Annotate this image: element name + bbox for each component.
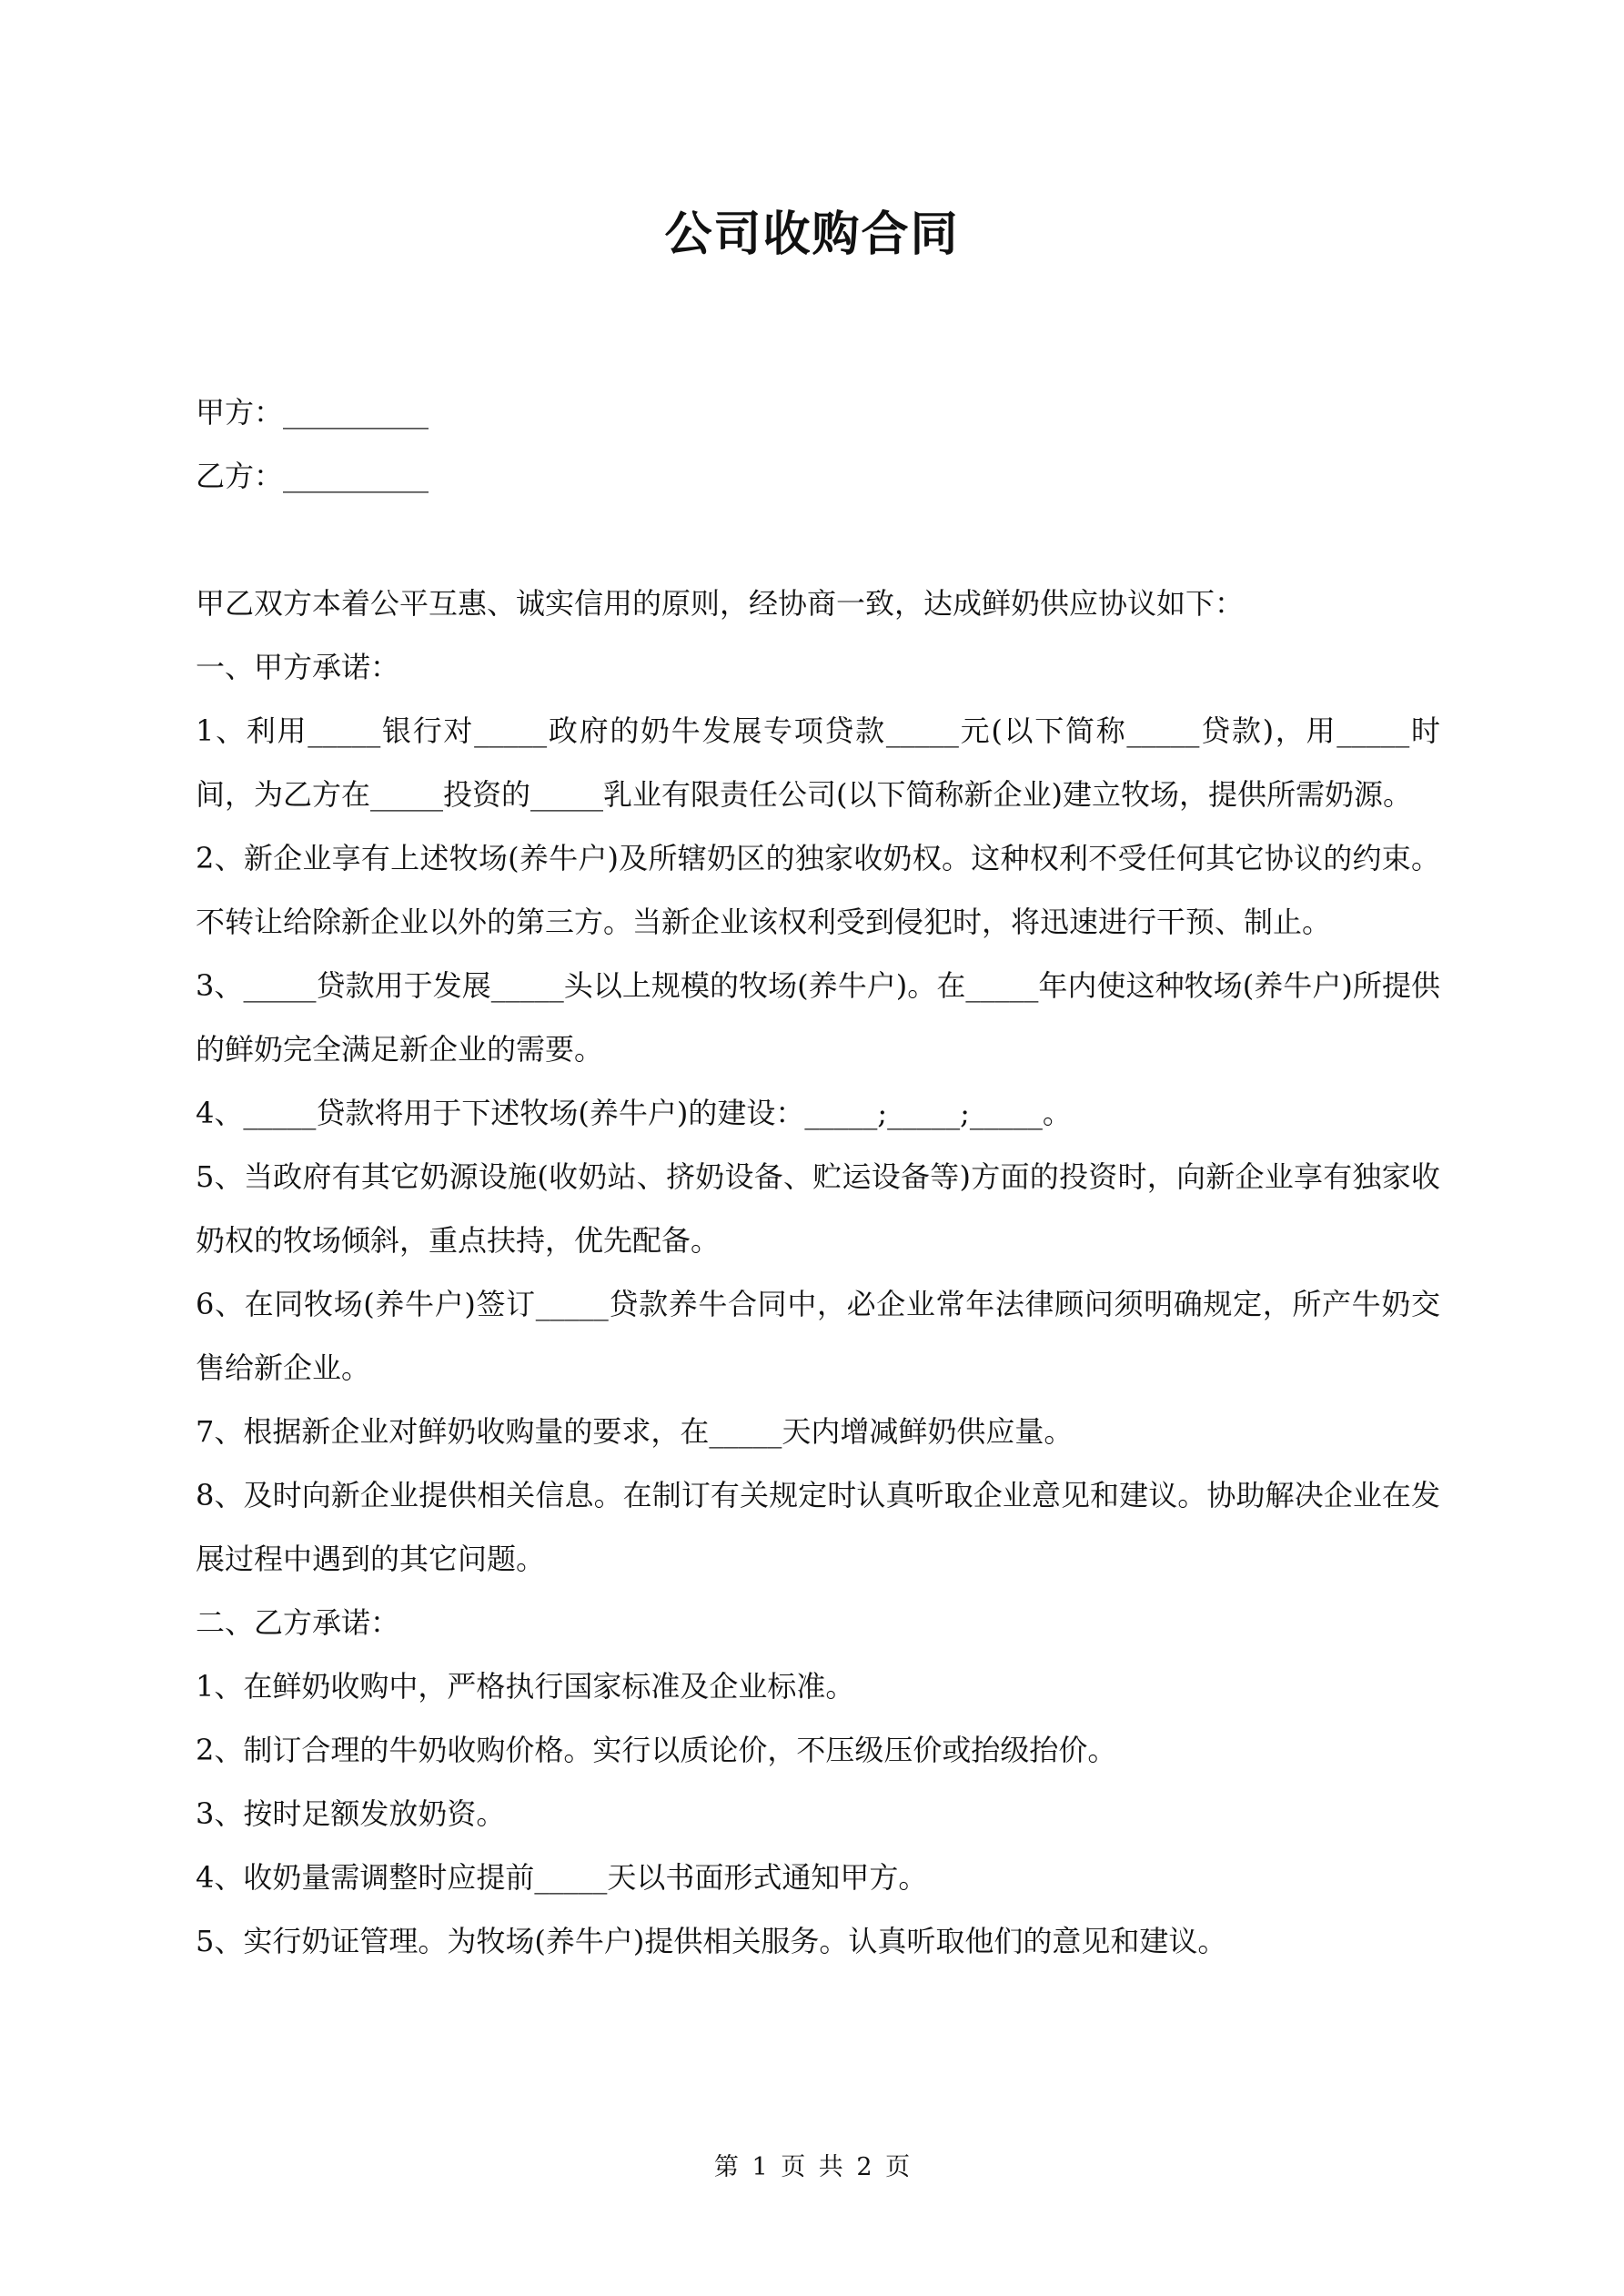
section-b-item: 4、收奶量需调整时应提前_____天以书面形式通知甲方。 xyxy=(196,1860,928,1895)
intro-paragraph: 甲乙双方本着公平互惠、诚实信用的原则，经协商一致，达成鲜奶供应协议如下： xyxy=(196,586,1245,621)
section-b-item: 3、按时足额发放奶资。 xyxy=(196,1796,506,1831)
section-b-heading: 二、乙方承诺： xyxy=(196,1605,400,1640)
section-b-item: 1、在鲜奶收购中，严格执行国家标准及企业标准。 xyxy=(196,1669,855,1704)
section-b-item: 5、实行奶证管理。为牧场(养牛户)提供相关服务。认真听取他们的意见和建议。 xyxy=(196,1924,1227,1958)
blank-line xyxy=(196,508,1440,571)
section-a-item: 5、当政府有其它奶源设施(收奶站、挤奶设备、贮运设备等)方面的投资时，向新企业享有独家收奶权的牧场倾斜，重点扶持，优先配备。 xyxy=(196,1159,1440,1258)
party-a-line: 甲方：__________ xyxy=(196,395,429,430)
party-b-line: 乙方：__________ xyxy=(196,459,429,493)
section-a-item: 3、_____贷款用于发展_____头以上规模的牧场(养牛户)。在_____年内使这种牧场(养牛户)所提供的鲜奶完全满足新企业的需要。 xyxy=(196,968,1440,1067)
page-number-footer: 第 1 页 共 2 页 xyxy=(713,2153,911,2181)
section-a-item: 7、根据新企业对鲜奶收购量的要求，在_____天内增减鲜奶供应量。 xyxy=(196,1414,1074,1449)
section-b-item: 2、制订合理的牛奶收购价格。实行以质论价，不压级压价或抬级抬价。 xyxy=(196,1733,1117,1767)
section-a-item: 4、_____贷款将用于下述牧场(养牛户)的建设：_____;_____;_____。 xyxy=(196,1096,1072,1130)
section-a-item: 8、及时向新企业提供相关信息。在制订有关规定时认真听取企业意见和建议。协助解决企业在发展过程中遇到的其它问题。 xyxy=(196,1478,1440,1576)
document-title: 公司收购合同 xyxy=(664,207,960,262)
section-a-item: 1、利用_____银行对_____政府的奶牛发展专项贷款_____元(以下简称_____贷款)，用_____时间，为乙方在_____投资的_____乳业有限责任公司(以下简称新企业)建立牧场，提供所需奶源。 xyxy=(196,713,1440,812)
section-a-item: 2、新企业享有上述牧场(养牛户)及所辖奶区的独家收奶权。这种权利不受任何其它协议的约束。不转让给除新企业以外的第三方。当新企业该权利受到侵犯时，将迅速进行干预、制止。 xyxy=(196,841,1440,939)
section-a-heading: 一、甲方承诺： xyxy=(196,650,400,684)
section-a-item: 6、在同牧场(养牛户)签订_____贷款养牛合同中，必企业常年法律顾问须明确规定，所产牛奶交售给新企业。 xyxy=(196,1287,1440,1385)
document-body xyxy=(196,380,1440,1973)
